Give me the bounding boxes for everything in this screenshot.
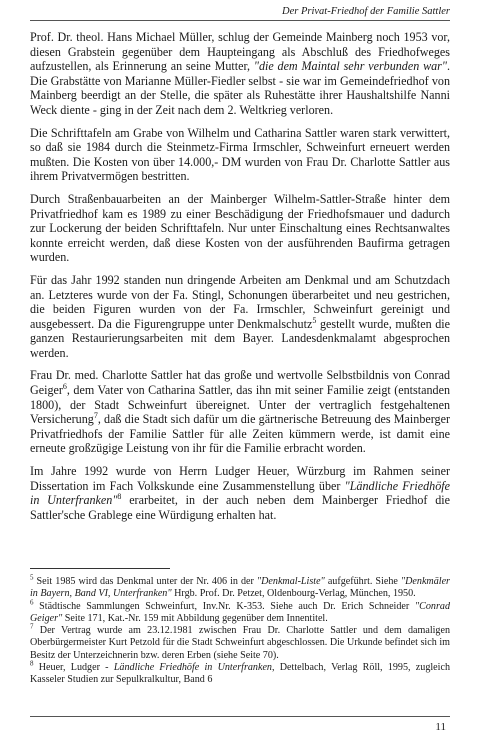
paragraph-3: Durch Straßenbauarbeiten an der Mainberger Wilhelm-Sattler-Straße hinter dem Privatfriedhof kam es 1989 zu einer Beschädigung der Friedhofsmauer und dadurch zur Lockerung der beiden Schrifttafeln. Nur unter Einschaltung eines Rechtsanwaltes konnte erreicht werden, daß diese Kosten von der ausführenden Baufirma getragen wurden. — [30, 191, 450, 265]
footnote-8: $^8$ Heuer, Ludger - Ländliche Friedhöfe in Unterfranken, Dettelbach, Verlag Röll, 1995, zugleich Kasseler Studien zur Sepulkralkultur, Band 6 — [30, 659, 450, 686]
running-title: Der Privat-Friedhof der Familie Sattler — [282, 6, 450, 17]
bottom-divider — [30, 716, 450, 717]
footnote-7: $^7$ Der Vertrag wurde am 23.12.1981 zwischen Frau Dr. Charlotte Sattler und dem damaligen Oberbürgermeister Kurt Petzold für die Stadt Schweinfurt abgeschlossen. Die Urkunde befindet sich im Besitz der Unterzeichnerin bzw. deren Erben (siehe Seite 70). — [30, 622, 450, 661]
quote: "Ländliche Friedhöfe in Unterfranken" — [30, 478, 450, 508]
footnote-5: $^5$ Seit 1985 wird das Denkmal unter der Nr. 406 in der "Denkmal-Liste" aufgeführt. Siehe "Denkmäler in Bayern, Band VI, Unterfranken" Hrgb. Prof. Dr. Petzet, Oldenbourg-Verlag, München, 1950. — [30, 573, 450, 600]
footnote-ref-8[interactable]: 8 — [117, 492, 122, 502]
paragraph-2: Die Schrifttafeln am Grabe von Wilhelm und Catharina Sattler waren stark verwittert, so daß sie 1984 durch die Steinmetz-Firma Irmschler, Schweinfurt erneuert werden mußten. Die Kosten von über 14.000,- DM wurden von Frau Dr. Charlotte Sattler aus ihrem Privatvermögen bestritten. — [30, 125, 450, 184]
paragraph-4: Für das Jahr 1992 standen nun dringende Arbeiten am Denkmal und am Schutzdach an. Letzteres wurde von der Fa. Stingl, Schonungen überarbeitet und neu gestrichen, die beiden Figuren wurden von der Fa. Irmschler, Schweinfurt gereinigt und ausgebessert. Da die Figurengruppe unter Denkmalschutz$^5$ gestellt wurde, mußten die ganzen Restaurierungsarbeiten mit dem Bayer. Landesdenkmalamt abgesprochen werden. — [30, 272, 450, 360]
page-number: 11 — [435, 721, 446, 733]
paragraph-1: Prof. Dr. theol. Hans Michael Müller, schlug der Gemeinde Mainberg noch 1953 vor, diesen Grabstein gegenüber dem Haupteingang als Abschluß des Friedhofweges aufzustellen, als Erinnerung an seine Mutter, "die dem Maintal sehr verbunden war". Die Grabstätte von Marianne Müller-Fiedler selbst - sie war im Gemeindefriedhof von Mainberg beerdigt an der Stelle, die später als Ruhestätte ihrer Haushaltshilfe Nanni Weck diente - ging in der Zeit nach dem 2. Weltkrieg verloren. — [30, 30, 450, 117]
running-header — [30, 6, 450, 21]
footnote-ref-5[interactable]: 5 — [312, 315, 317, 325]
quote: "die dem Maintal sehr verbunden war" — [253, 59, 447, 74]
paragraph-5: Frau Dr. med. Charlotte Sattler hat das große und wertvolle Selbstbildnis von Conrad Geiger$^6$, dem Vater von Catharina Sattler, das ihn mit seiner Familie zeigt (entstanden 1800), der Stadt Schweinfurt übereignet. Unter der vertraglich festgehaltenen Versicherung$^7$, daß die Stadt sich dafür um die gärtnerische Betreuung des Mainberger Privatfriedhofs der Familie Sattler für alle Zeiten kümmern werde, ist damit eine erneute großzügige Leistung von ihr für die Familie erbracht worden. — [30, 368, 450, 456]
footnote-6: $^6$ Städtische Sammlungen Schweinfurt, Inv.Nr. K-353. Siehe auch Dr. Erich Schneider "Conrad Geiger" Seite 171, Kat.-Nr. 159 mit Abbildung gegenüber dem Innentitel. — [30, 598, 450, 624]
paragraph-6: Im Jahre 1992 wurde von Herrn Ludger Heuer, Würzburg im Rahmen seiner Dissertation im Fach Volkskunde eine Zusammenstellung über "Ländliche Friedhöfe in Unterfranken"$^8$ erarbeitet, in der auch neben dem Mainberger Friedhof die Sattler'sche Grablege eine Würdigung erhalten hat. — [30, 464, 450, 522]
body-text — [30, 30, 450, 530]
footnote-divider — [30, 568, 170, 569]
footnote-ref-7[interactable]: 7 — [93, 411, 98, 421]
footnote-ref-6[interactable]: 6 — [62, 382, 67, 392]
footnotes — [30, 573, 450, 687]
